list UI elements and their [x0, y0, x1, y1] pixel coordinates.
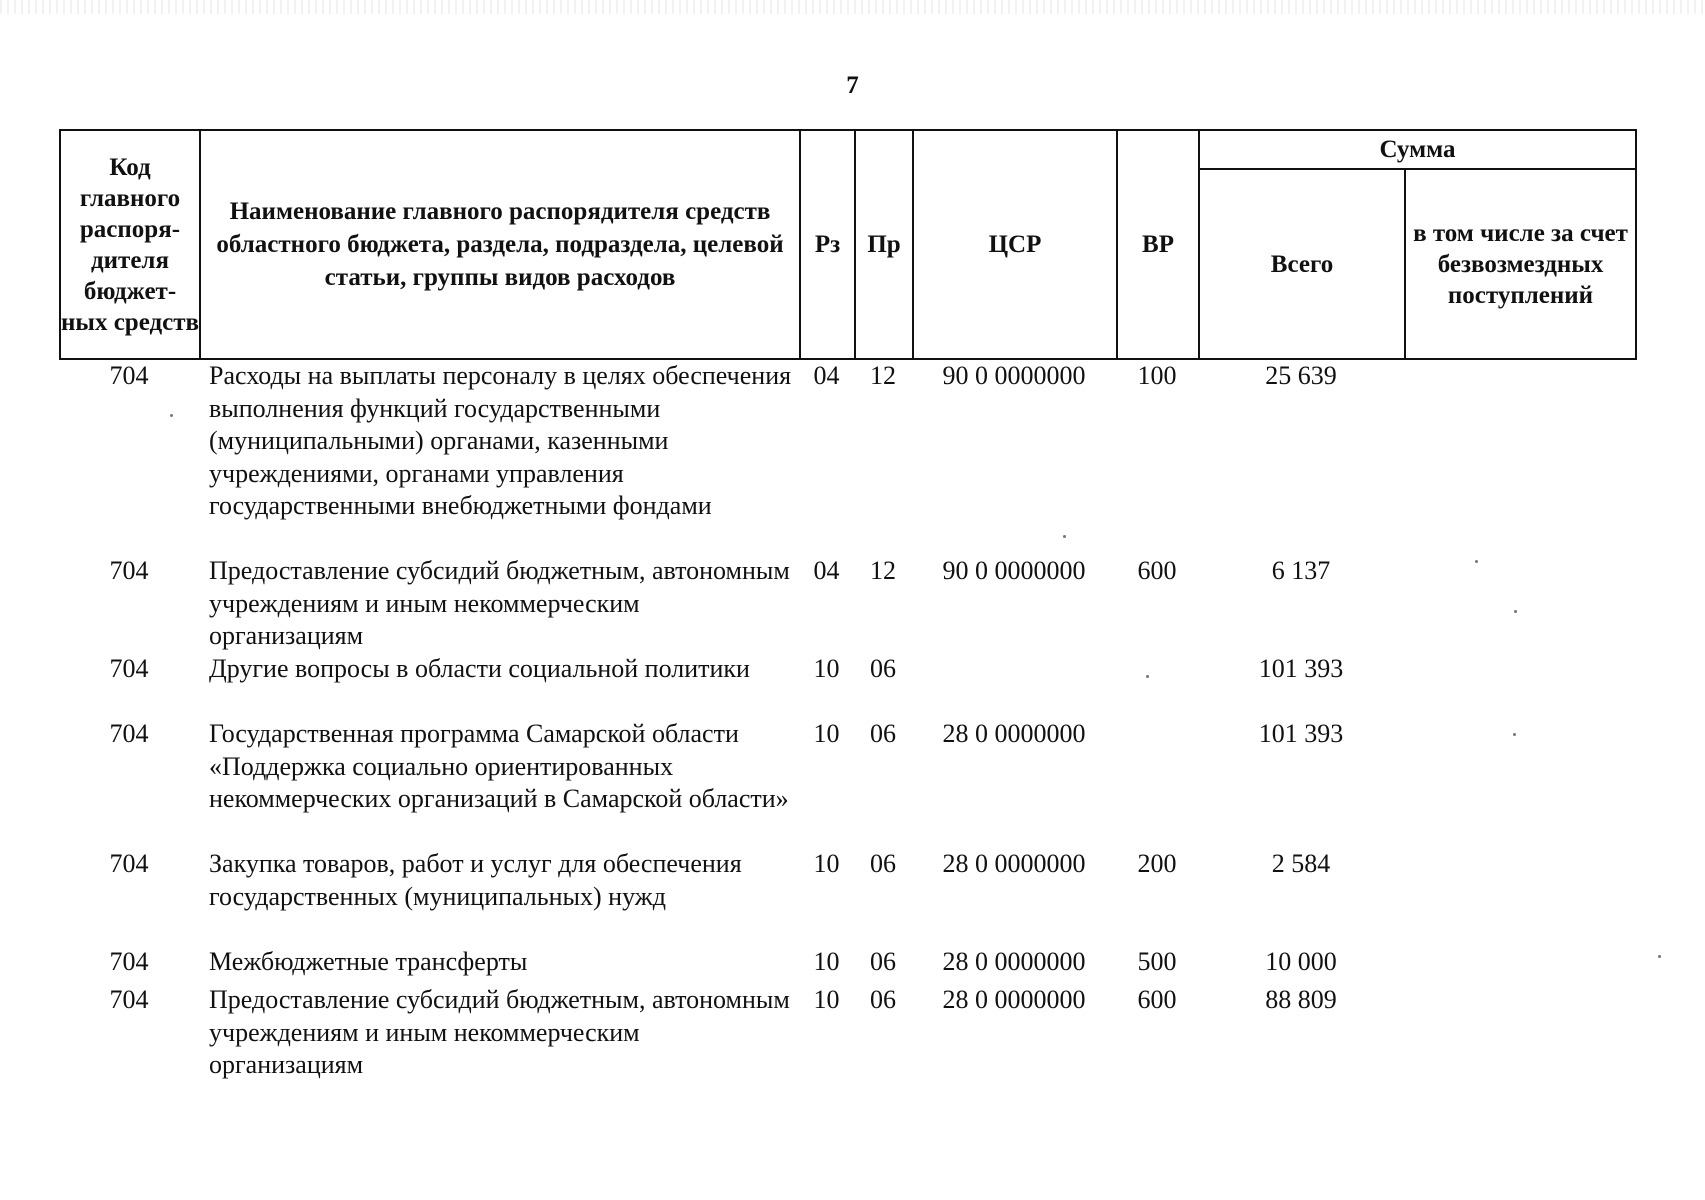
table-row	[59, 653, 1635, 718]
cell-csr: 28 0 0000000	[942, 719, 1086, 748]
cell-total: 2 584	[1271, 849, 1331, 878]
cell-total: 10 000	[1265, 947, 1337, 976]
cell-rz: 04	[813, 556, 840, 585]
cell-pr: 06	[870, 719, 896, 748]
scan-speck	[1146, 675, 1149, 678]
cell-csr: 90 0 0000000	[942, 556, 1086, 585]
header-pr: Пр	[855, 130, 913, 359]
header-code: Код главного распоря-дителя бюджет-ных средств	[60, 130, 200, 359]
header-rz: Рз	[800, 130, 855, 359]
cell-pr: 06	[870, 985, 896, 1014]
header-sum: Сумма	[1199, 130, 1636, 169]
cell-vr: 500	[1137, 947, 1177, 976]
table-row	[59, 718, 1635, 848]
table-header	[59, 129, 1637, 360]
cell-csr: 28 0 0000000	[942, 985, 1086, 1014]
cell-name: Предоставление субсидий бюджетным, автономным учреждениям и иным некоммерческим организациям	[209, 985, 790, 1079]
table-row	[59, 946, 1635, 984]
table-row	[59, 848, 1635, 946]
scan-speck	[1475, 560, 1478, 563]
cell-rz: 10	[813, 719, 840, 748]
cell-free	[1404, 984, 1635, 1084]
scan-speck	[1513, 733, 1516, 736]
cell-rz: 10	[813, 985, 840, 1014]
scan-speck	[1063, 535, 1066, 538]
cell-code: 704	[109, 556, 149, 585]
scan-speck	[170, 414, 173, 417]
cell-vr: 100	[1137, 361, 1177, 390]
cell-free	[1404, 848, 1635, 946]
cell-code: 704	[109, 361, 149, 390]
cell-free	[1404, 946, 1635, 984]
cell-rz: 10	[813, 654, 840, 683]
header-name: Наименование главного распорядителя средств областного бюджета, раздела, подраздела, целевой статьи, группы видов расходов	[200, 130, 800, 359]
cell-csr: 28 0 0000000	[942, 849, 1086, 878]
scan-edge-noise	[0, 0, 1705, 14]
cell-total: 101 393	[1258, 719, 1344, 748]
cell-vr	[1116, 653, 1198, 718]
cell-name: Межбюджетные трансферты	[209, 947, 528, 976]
cell-pr: 06	[870, 947, 896, 976]
table-body	[59, 360, 1635, 1084]
cell-code: 704	[109, 985, 149, 1014]
scan-speck	[1658, 955, 1661, 958]
cell-vr	[1116, 718, 1198, 848]
header-free: в том числе за счет безвозмездных поступлений	[1405, 169, 1636, 359]
cell-rz: 04	[813, 361, 840, 390]
cell-pr: 06	[870, 849, 896, 878]
cell-rz: 10	[813, 947, 840, 976]
cell-code: 704	[109, 654, 149, 683]
cell-pr: 12	[870, 361, 896, 390]
cell-name: Другие вопросы в области социальной политики	[209, 654, 750, 683]
cell-csr: 90 0 0000000	[942, 361, 1086, 390]
cell-csr: 28 0 0000000	[942, 947, 1086, 976]
cell-rz: 10	[813, 849, 840, 878]
scan-speck	[1514, 610, 1517, 613]
cell-csr	[912, 653, 1116, 718]
cell-free	[1404, 653, 1635, 718]
cell-total: 88 809	[1265, 985, 1337, 1014]
table-row	[59, 555, 1635, 653]
cell-total: 6 137	[1271, 556, 1331, 585]
cell-code: 704	[109, 719, 149, 748]
cell-vr: 600	[1137, 556, 1177, 585]
cell-vr: 600	[1137, 985, 1177, 1014]
cell-free	[1404, 718, 1635, 848]
header-total: Всего	[1199, 169, 1405, 359]
table-row	[59, 360, 1635, 555]
cell-free	[1404, 360, 1635, 555]
cell-name: Предоставление субсидий бюджетным, автономным учреждениям и иным некоммерческим организациям	[209, 556, 790, 650]
cell-code: 704	[109, 849, 149, 878]
header-csr: ЦСР	[913, 130, 1117, 359]
cell-free	[1404, 555, 1635, 653]
cell-total: 101 393	[1258, 654, 1344, 683]
cell-name: Государственная программа Самарской области «Поддержка социально ориентированных некоммерческих организаций в Самарской области»	[209, 719, 789, 813]
cell-code: 704	[109, 947, 149, 976]
cell-pr: 06	[870, 654, 896, 683]
cell-total: 25 639	[1265, 361, 1337, 390]
page-number: 7	[846, 72, 859, 99]
cell-name: Расходы на выплаты персоналу в целях обеспечения выполнения функций государственными (муниципальными) органами, казенными учреждениями, органами управления государственными внебюджетными фондами	[209, 361, 792, 520]
header-vr: ВР	[1117, 130, 1199, 359]
cell-pr: 12	[870, 556, 896, 585]
cell-vr: 200	[1137, 849, 1177, 878]
cell-name: Закупка товаров, работ и услуг для обеспечения государственных (муниципальных) нужд	[209, 849, 742, 911]
table-row	[59, 984, 1635, 1084]
